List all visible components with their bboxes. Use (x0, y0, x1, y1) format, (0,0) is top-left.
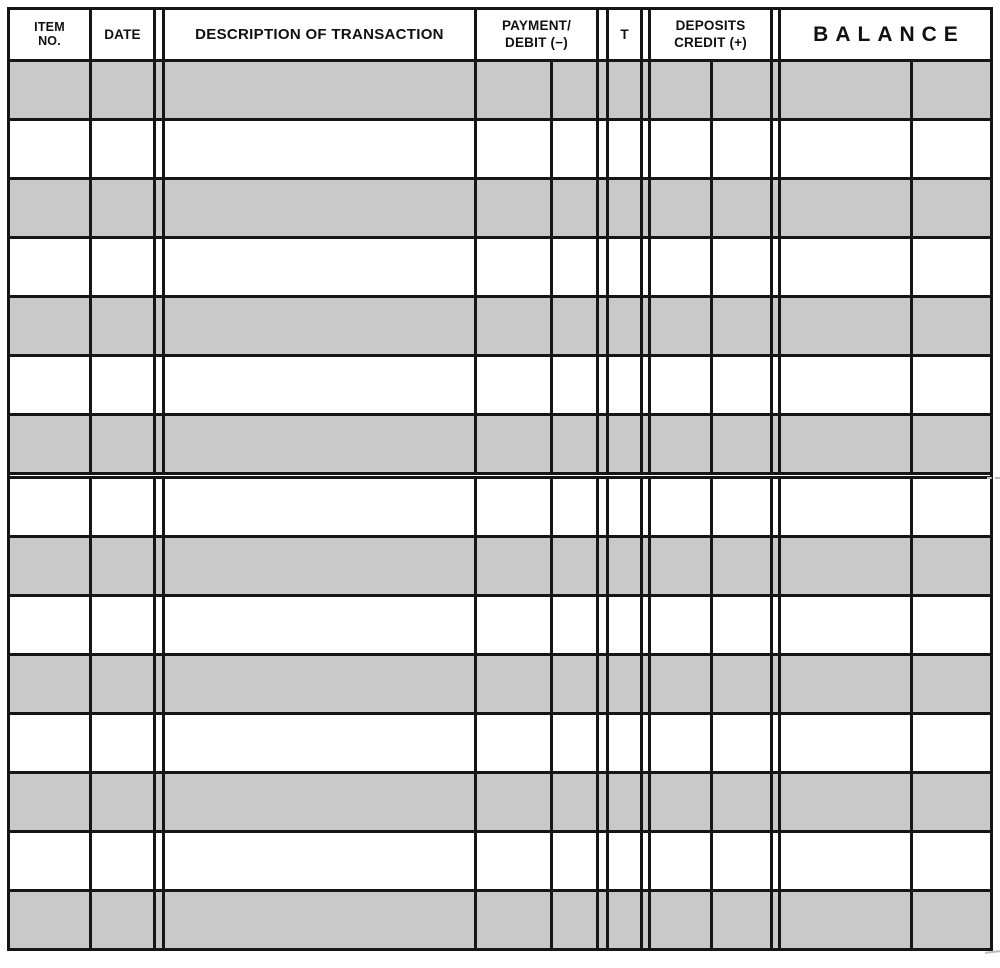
cell-t (609, 239, 643, 295)
double-rule-gap (156, 597, 165, 653)
double-rule-gap (773, 892, 781, 948)
double-rule-gap (599, 715, 609, 771)
cell-deposits-cents (713, 416, 773, 472)
cell-date (92, 180, 156, 236)
cell-payment-cents (553, 180, 599, 236)
cell-t (609, 597, 643, 653)
cell-balance-cents (913, 180, 990, 236)
register-row (10, 298, 990, 357)
cell-t (609, 357, 643, 413)
cell-payment (477, 239, 553, 295)
cell-description (165, 479, 477, 535)
cell-balance (781, 715, 913, 771)
cell-balance (781, 239, 913, 295)
cell-item-no (10, 416, 92, 472)
header-deposits-credit (651, 10, 773, 59)
cell-payment-cents (553, 298, 599, 354)
double-rule-gap (156, 357, 165, 413)
double-rule-gap (156, 715, 165, 771)
cell-deposits (651, 62, 713, 118)
cell-balance (781, 298, 913, 354)
cell-date (92, 479, 156, 535)
cell-balance-cents (913, 357, 990, 413)
cell-balance-cents (913, 892, 990, 948)
cell-balance-cents (913, 62, 990, 118)
cell-item-no (10, 833, 92, 889)
cell-deposits (651, 298, 713, 354)
cell-deposits-cents (713, 656, 773, 712)
cell-balance-cents (913, 416, 990, 472)
cell-balance-cents (913, 121, 990, 177)
cell-balance-cents (913, 833, 990, 889)
cell-description (165, 597, 477, 653)
cell-deposits (651, 715, 713, 771)
cell-date (92, 892, 156, 948)
double-rule-gap (599, 479, 609, 535)
cell-item-no (10, 239, 92, 295)
cell-t (609, 656, 643, 712)
register-row (10, 121, 990, 180)
cell-deposits (651, 892, 713, 948)
double-rule-gap (643, 774, 651, 830)
register-row (10, 357, 990, 416)
cell-deposits-cents (713, 715, 773, 771)
cell-deposits (651, 774, 713, 830)
double-rule-gap (643, 180, 651, 236)
cell-deposits-cents (713, 479, 773, 535)
cell-description (165, 239, 477, 295)
cell-t (609, 538, 643, 594)
cell-deposits-cents (713, 357, 773, 413)
cell-item-no (10, 656, 92, 712)
cell-date (92, 597, 156, 653)
cell-balance (781, 656, 913, 712)
cell-payment-cents (553, 656, 599, 712)
double-rule-gap (156, 298, 165, 354)
cell-item-no (10, 892, 92, 948)
cell-t (609, 121, 643, 177)
cell-payment (477, 538, 553, 594)
double-rule-gap (156, 239, 165, 295)
cell-payment (477, 597, 553, 653)
cell-balance (781, 180, 913, 236)
cell-description (165, 774, 477, 830)
double-rule-gap (599, 833, 609, 889)
cell-description (165, 892, 477, 948)
register-row (10, 833, 990, 892)
cell-payment-cents (553, 479, 599, 535)
cell-item-no (10, 298, 92, 354)
double-rule-gap (156, 538, 165, 594)
cell-balance-cents (913, 715, 990, 771)
cell-payment (477, 357, 553, 413)
header-row (10, 10, 990, 62)
cell-payment (477, 892, 553, 948)
register-row (10, 416, 990, 475)
double-rule-gap (156, 656, 165, 712)
double-rule-gap (643, 62, 651, 118)
double-rule-gap (643, 121, 651, 177)
cell-item-no (10, 121, 92, 177)
cell-balance-cents (913, 597, 990, 653)
cell-deposits (651, 833, 713, 889)
cell-date (92, 121, 156, 177)
cell-t (609, 715, 643, 771)
double-rule-gap (773, 239, 781, 295)
double-rule-gap (773, 180, 781, 236)
double-rule-gap (156, 62, 165, 118)
cell-t (609, 180, 643, 236)
cell-payment-cents (553, 239, 599, 295)
double-rule-gap (643, 479, 651, 535)
cell-item-no (10, 774, 92, 830)
cell-deposits-cents (713, 597, 773, 653)
register-row (10, 597, 990, 656)
cell-t (609, 416, 643, 472)
double-rule-gap (156, 416, 165, 472)
cell-description (165, 715, 477, 771)
cell-deposits (651, 597, 713, 653)
cell-payment-cents (553, 538, 599, 594)
cell-item-no (10, 357, 92, 413)
double-rule-gap (643, 357, 651, 413)
double-rule-gap (773, 298, 781, 354)
cell-payment (477, 774, 553, 830)
double-rule-gap (599, 10, 609, 59)
cell-description (165, 121, 477, 177)
cell-deposits (651, 538, 713, 594)
double-rule-gap (643, 538, 651, 594)
header-label-line: NO. (38, 33, 61, 48)
cell-deposits-cents (713, 892, 773, 948)
cell-balance (781, 833, 913, 889)
cell-deposits-cents (713, 833, 773, 889)
cell-balance (781, 357, 913, 413)
double-rule-gap (599, 538, 609, 594)
cell-description (165, 656, 477, 712)
cell-payment-cents (553, 62, 599, 118)
cell-description (165, 416, 477, 472)
double-rule-gap (599, 416, 609, 472)
scan-edge-mark (985, 950, 1000, 954)
cell-balance-cents (913, 298, 990, 354)
double-rule-gap (599, 597, 609, 653)
cell-balance (781, 892, 913, 948)
cell-item-no (10, 62, 92, 118)
double-rule-gap (773, 656, 781, 712)
double-rule-gap (773, 833, 781, 889)
double-rule-gap (156, 892, 165, 948)
cell-date (92, 357, 156, 413)
cell-item-no (10, 479, 92, 535)
cell-date (92, 833, 156, 889)
register-row (10, 892, 990, 948)
cell-date (92, 62, 156, 118)
cell-payment (477, 715, 553, 771)
double-rule-gap (599, 774, 609, 830)
cell-description (165, 538, 477, 594)
cell-description (165, 298, 477, 354)
header-item-no (10, 10, 92, 59)
cell-date (92, 239, 156, 295)
check-register-table (7, 7, 993, 951)
header-label-line: DEPOSITS (675, 18, 746, 34)
cell-t (609, 892, 643, 948)
cell-payment-cents (553, 715, 599, 771)
double-rule-gap (643, 656, 651, 712)
cell-deposits (651, 180, 713, 236)
register-row (10, 180, 990, 239)
cell-item-no (10, 180, 92, 236)
double-rule-gap (773, 597, 781, 653)
double-rule-gap (773, 479, 781, 535)
double-rule-gap (643, 239, 651, 295)
header-balance: BALANCE (813, 22, 965, 46)
double-rule-gap (773, 774, 781, 830)
cell-item-no (10, 715, 92, 771)
cell-deposits (651, 239, 713, 295)
double-rule-gap (773, 62, 781, 118)
cell-item-no (10, 597, 92, 653)
cell-balance-cents (913, 656, 990, 712)
cell-deposits (651, 656, 713, 712)
cell-payment (477, 479, 553, 535)
header-description: DESCRIPTION OF TRANSACTION (165, 10, 477, 59)
cell-balance-cents (913, 239, 990, 295)
register-row (10, 715, 990, 774)
cell-description (165, 62, 477, 118)
double-rule-gap (773, 10, 781, 59)
cell-deposits-cents (713, 239, 773, 295)
cell-payment (477, 180, 553, 236)
double-rule-gap (156, 180, 165, 236)
double-rule-gap (156, 10, 165, 59)
cell-deposits-cents (713, 180, 773, 236)
cell-t (609, 479, 643, 535)
cell-balance-cents (913, 774, 990, 830)
register-row (10, 239, 990, 298)
cell-payment-cents (553, 833, 599, 889)
register-row (10, 774, 990, 833)
cell-deposits-cents (713, 298, 773, 354)
double-rule-gap (156, 121, 165, 177)
cell-balance (781, 121, 913, 177)
cell-description (165, 180, 477, 236)
header-label-line: DEBIT (−) (505, 34, 568, 50)
cell-balance (781, 416, 913, 472)
cell-t (609, 298, 643, 354)
cell-deposits (651, 479, 713, 535)
cell-deposits (651, 357, 713, 413)
cell-payment (477, 62, 553, 118)
register-row (10, 538, 990, 597)
double-rule-gap (156, 479, 165, 535)
cell-t (609, 62, 643, 118)
cell-t (609, 833, 643, 889)
cell-date (92, 538, 156, 594)
double-rule-gap (643, 715, 651, 771)
cell-item-no (10, 538, 92, 594)
cell-payment-cents (553, 597, 599, 653)
cell-payment (477, 298, 553, 354)
cell-payment-cents (553, 357, 599, 413)
cell-description (165, 357, 477, 413)
double-rule-gap (773, 416, 781, 472)
double-rule-gap (643, 892, 651, 948)
cell-payment-cents (553, 121, 599, 177)
double-rule-gap (643, 833, 651, 889)
register-rows (10, 62, 990, 948)
cell-balance (781, 774, 913, 830)
cell-balance (781, 479, 913, 535)
header-payment-debit (477, 10, 599, 59)
cell-deposits-cents (713, 538, 773, 594)
cell-balance-cents (913, 479, 990, 535)
double-rule-gap (599, 892, 609, 948)
header-date: DATE (92, 10, 156, 59)
cell-date (92, 416, 156, 472)
double-rule-gap (599, 239, 609, 295)
cell-deposits-cents (713, 62, 773, 118)
cell-balance (781, 538, 913, 594)
cell-deposits (651, 121, 713, 177)
cell-payment (477, 656, 553, 712)
scan-edge-mark (987, 477, 1000, 479)
cell-date (92, 298, 156, 354)
register-row (10, 62, 990, 121)
double-rule-gap (599, 62, 609, 118)
cell-balance (781, 597, 913, 653)
cell-deposits (651, 416, 713, 472)
cell-balance (781, 62, 913, 118)
register-row (10, 656, 990, 715)
register-row (10, 479, 990, 538)
cell-deposits-cents (713, 121, 773, 177)
double-rule-gap (773, 357, 781, 413)
double-rule-gap (599, 298, 609, 354)
header-label-line: CREDIT (+) (674, 34, 747, 50)
double-rule-gap (599, 180, 609, 236)
double-rule-gap (599, 357, 609, 413)
double-rule-gap (156, 833, 165, 889)
cell-deposits-cents (713, 774, 773, 830)
cell-date (92, 656, 156, 712)
cell-balance-cents (913, 538, 990, 594)
double-rule-gap (773, 538, 781, 594)
double-rule-gap (773, 715, 781, 771)
double-rule-gap (156, 774, 165, 830)
cell-payment-cents (553, 416, 599, 472)
cell-t (609, 774, 643, 830)
header-t: T (609, 10, 643, 59)
header-label-line: ITEM (34, 19, 65, 34)
cell-payment (477, 833, 553, 889)
cell-payment-cents (553, 892, 599, 948)
double-rule-gap (599, 121, 609, 177)
double-rule-gap (643, 10, 651, 59)
cell-date (92, 774, 156, 830)
cell-payment (477, 121, 553, 177)
double-rule-gap (643, 416, 651, 472)
double-rule-gap (773, 121, 781, 177)
cell-date (92, 715, 156, 771)
double-rule-gap (643, 298, 651, 354)
cell-description (165, 833, 477, 889)
header-label-line: PAYMENT/ (501, 18, 572, 34)
cell-payment-cents (553, 774, 599, 830)
cell-payment (477, 416, 553, 472)
double-rule-gap (599, 656, 609, 712)
double-rule-gap (643, 597, 651, 653)
